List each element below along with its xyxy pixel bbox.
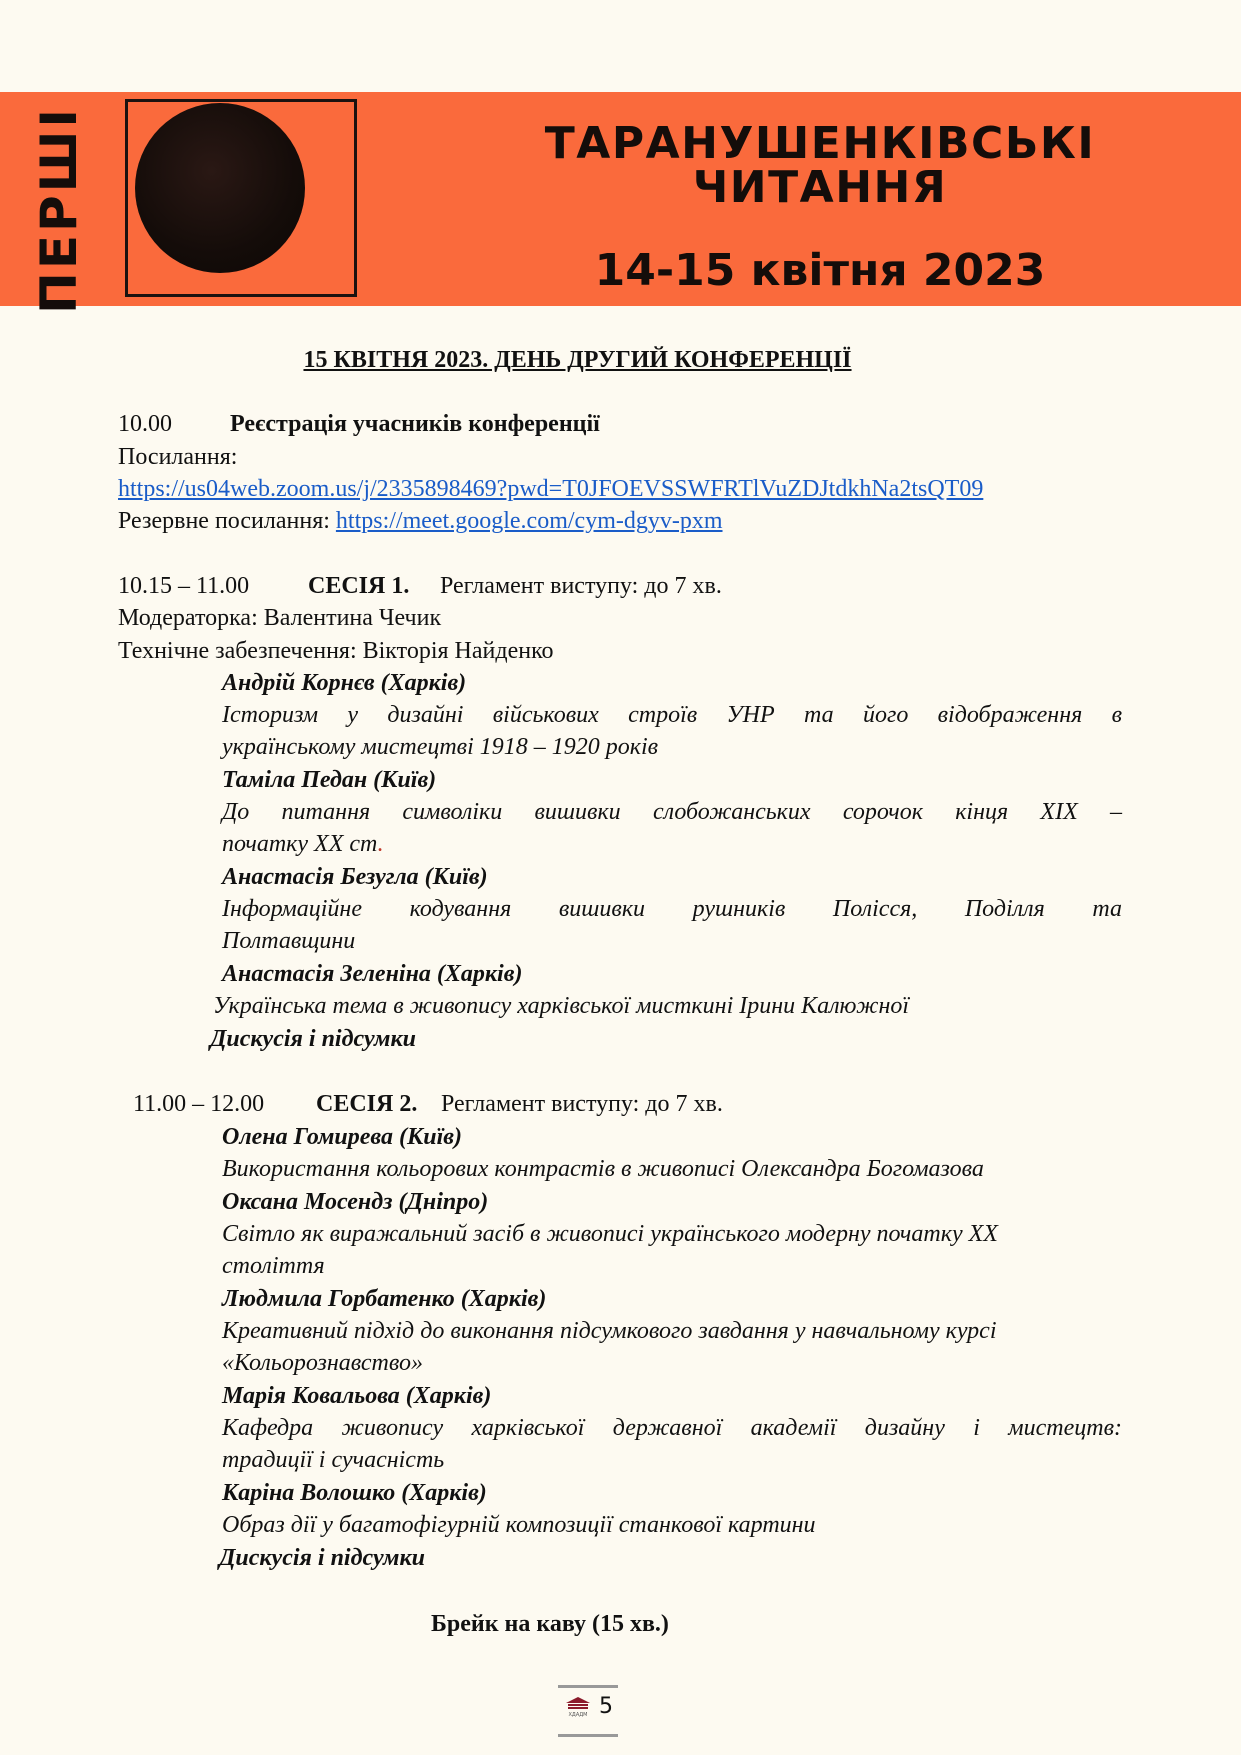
registration-time: 10.00: [118, 411, 172, 437]
backup-link-line: [118, 506, 723, 536]
footer-rule-bottom: [558, 1734, 618, 1737]
svg-text:ХДАДМ: ХДАДМ: [568, 1712, 588, 1717]
talk-title: Кафедра живопису харківської державної академії дизайну і мистецтв:: [222, 1415, 1122, 1441]
session1-moderator: Модераторка: Валентина Чечик: [118, 605, 442, 631]
talk-title: До питання символіки вишивки слобожанських сорочок кінця ХІХ –: [222, 799, 1122, 825]
talk-title: Використання кольорових контрастів в живописі Олександра Богомазова: [222, 1156, 984, 1182]
coffee-break: Брейк на каву (15 хв.): [431, 1611, 669, 1637]
day-title: 15 КВІТНЯ 2023. ДЕНЬ ДРУГИЙ КОНФЕРЕНЦІЇ: [303, 347, 852, 373]
session1-tech: Технічне забезпечення: Вікторія Найденко: [118, 638, 554, 664]
session1-discussion: Дискусія і підсумки: [210, 1026, 416, 1052]
talk-title-cont: «Кольорознавство»: [222, 1350, 423, 1376]
speaker-name: Таміла Педан (Київ): [222, 767, 437, 793]
session2-title: СЕСІЯ 2.: [316, 1091, 418, 1117]
talk-title: Світло як виражальний засіб в живописі українського модерну початку ХХ: [222, 1221, 998, 1247]
session1-time: 10.15 – 11.00: [118, 573, 250, 599]
session2-discussion: Дискусія і підсумки: [219, 1545, 425, 1571]
talk-title: Образ дії у багатофігурній композиції станкової картини: [222, 1512, 816, 1538]
backup-link-label: Резервне посилання:: [118, 508, 330, 534]
academy-logo-icon: [563, 1695, 593, 1717]
session2-rules: Регламент виступу: до 7 хв.: [441, 1091, 723, 1117]
speaker-name: Марія Ковальова (Харків): [222, 1383, 492, 1409]
speaker-name: Анастасія Безугла (Київ): [222, 864, 488, 890]
google-meet-link[interactable]: https://meet.google.com/cym-dgyv-pxm: [335, 508, 723, 534]
talk-title-cont: Полтавщини: [222, 928, 356, 954]
talk-title: Креативний підхід до виконання підсумкового завдання у навчальному курсі: [222, 1318, 997, 1344]
speaker-name: Андрій Корнєв (Харків): [222, 670, 467, 696]
session1-rules: Регламент виступу: до 7 хв.: [440, 573, 722, 599]
zoom-link-line: [118, 474, 983, 504]
registration-title: Реєстрація учасників конференції: [230, 411, 600, 437]
talk-title: Інформаційне кодування вишивки рушників Полісся, Поділля та: [222, 896, 1122, 922]
zoom-link[interactable]: https://us04web.zoom.us/j/2335898469?pwd=T0JFOEVSSWFRTlVuZDJtdkhNa2tsQT09: [118, 476, 984, 502]
banner-title: ТАРАНУШЕНКІВСЬКІ ЧИТАННЯ: [544, 118, 1096, 213]
black-circle-graphic: [135, 103, 305, 273]
speaker-name: Олена Гомирева (Київ): [222, 1124, 462, 1150]
talk-title-cont: століття: [222, 1253, 325, 1279]
banner-vertical-label: ПЕРШІ: [30, 105, 88, 315]
talk-title-cont: традиції і сучасність: [222, 1447, 445, 1473]
talk-title: Українська тема в живопису харківської мисткині Ірини Калюжної: [213, 993, 910, 1019]
footer-rule-top: [558, 1685, 618, 1688]
speaker-name: Каріна Волошко (Харків): [222, 1480, 487, 1506]
session1-title: СЕСІЯ 1.: [308, 573, 410, 599]
speaker-name: Людмила Горбатенко (Харків): [222, 1286, 547, 1312]
session2-time: 11.00 – 12.00: [133, 1091, 265, 1117]
talk-title-cont: українському мистецтві 1918 – 1920 років: [222, 734, 659, 760]
banner-dates: 14-15 квітня 2023: [594, 245, 1046, 296]
talk-title-cont: початку ХХ ст.: [222, 831, 384, 857]
talk-title: Історизм у дизайні військових строїв УНР та його відображення в: [222, 702, 1122, 728]
speaker-name: Оксана Мосендз (Дніпро): [222, 1189, 489, 1215]
link-label: Посилання:: [118, 444, 238, 470]
speaker-name: Анастасія Зеленіна (Харків): [222, 961, 523, 987]
page-number: 5: [599, 1694, 613, 1719]
